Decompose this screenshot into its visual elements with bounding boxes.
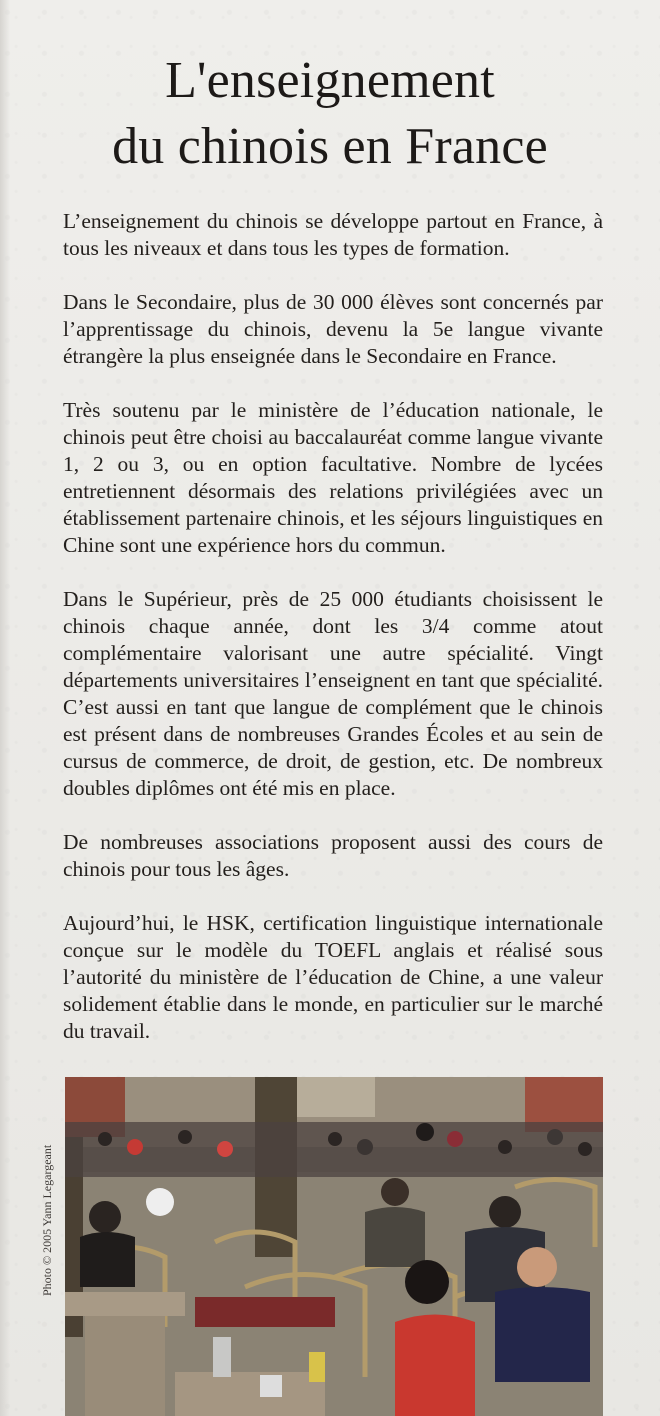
page-title <box>0 48 660 180</box>
title-line-2: du chinois en France <box>112 118 548 175</box>
photo-credit: Photo © 2005 Yann Legargeant <box>40 1144 54 1296</box>
paper-edge <box>0 0 10 1416</box>
body-text <box>63 208 603 1072</box>
teahouse-photo <box>65 1077 603 1416</box>
paragraph-secondaire: Dans le Secondaire, plus de 30 000 élèves sont concernés par l’apprentissage du chinois, devenu la 5e langue vivante étrangère la plus enseignée dans le Secondaire en France. <box>63 290 603 368</box>
teahouse-photo-illustration <box>65 1077 603 1416</box>
title-line-1: L'enseignement <box>165 52 495 109</box>
paragraph-baccalaureat: Très soutenu par le ministère de l’éducation nationale, le chinois peut être choisi au baccalauréat comme langue vivante 1, 2 ou 3, ou en option facultative. Nombre de lycées entretiennent désormais des relations privilégiées avec un établissement partenaire chinois, et les séjours linguistiques en Chine sont une expérience hors du commun. <box>63 398 603 557</box>
paragraph-associations: De nombreuses associations proposent aussi des cours de chinois pour tous les âges. <box>63 830 603 881</box>
paragraph-intro: L’enseignement du chinois se développe partout en France, à tous les niveaux et dans tous les types de formation. <box>63 209 603 260</box>
paragraph-hsk: Aujourd’hui, le HSK, certification linguistique internationale conçue sur le modèle du TOEFL anglais et réalisé sous l’autorité du ministère de l’éducation de Chine, a une valeur solidement établie dans le monde, en particulier sur le marché du travail. <box>63 911 603 1043</box>
paragraph-superieur: Dans le Supérieur, près de 25 000 étudiants choisissent le chinois chaque année, dont les 3/4 comme atout complémentaire valorisant une autre spécialité. Vingt départements universitaires l’enseignent en tant que spécialité. C’est aussi en tant que langue de complément que le chinois est présent dans de nombreuses Grandes Écoles et au sein de cursus de commerce, de droit, de gestion, etc. De nombreux doubles diplômes ont été mis en place. <box>63 587 603 800</box>
